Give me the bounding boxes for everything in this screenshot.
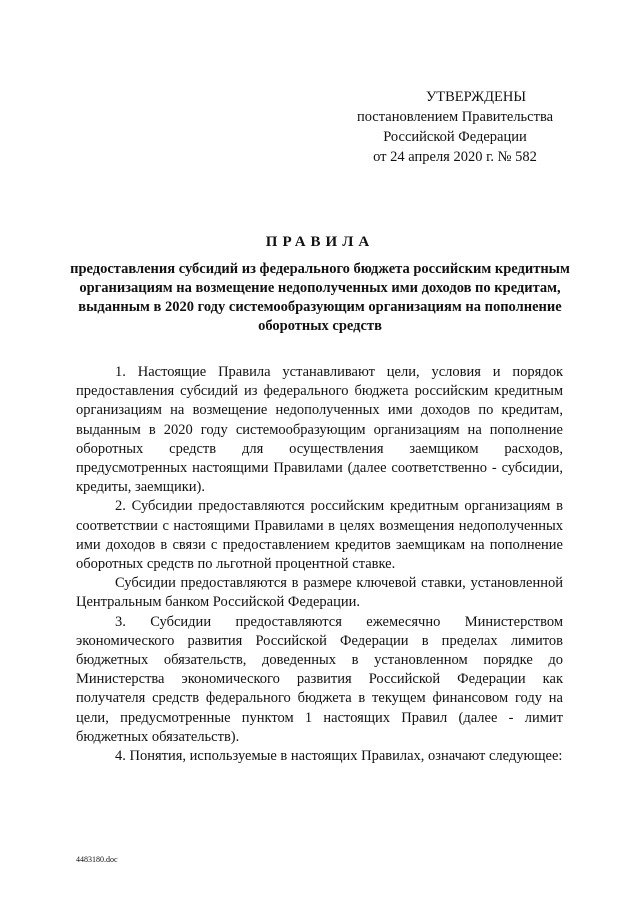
paragraph-3: Субсидии предоставляются в размере ключевой ставки, установленной Центральным банком Российской Федерации. — [76, 575, 563, 611]
approval-line-1: постановлением Правительства — [356, 109, 554, 125]
paragraph-1: 1. Настоящие Правила устанавливают цели, условия и порядок предоставления субсидий из федерального бюджета российским кредитным организациям на возмещение недополученных ими доходов по кредитам, выданным в 2020 году системообразующим организациям на пополнение оборотных средств для осуществления заемщиком расходов, предусмотренных настоящими Правилами (далее соответственно - субсидии, кредиты, заемщики). — [76, 364, 563, 496]
paragraph-4: 3. Субсидии предоставляются ежемесячно Министерством экономического развития Российской Федерации в пределах лимитов бюджетных обязательств, доведенных в установленном порядке до Министерства экономического развития Российской Федерации как получателя средств федерального бюджета в текущем финансовом году на цели, предусмотренные пунктом 1 настоящих Правил (далее - лимит бюджетных обязательств). — [76, 613, 563, 745]
document-title: ПРАВИЛА — [265, 234, 375, 250]
file-reference: 4483180.doc — [76, 855, 118, 864]
approval-line-2: Российской Федерации — [383, 129, 527, 145]
paragraph-2: 2. Субсидии предоставляются российским кредитным организациям в соответствии с настоящими Правилами в целях возмещения недополученных ими доходов в связи с предоставлением кредитов заемщикам на пополнение оборотных средств по льготной процентной ставке. — [76, 498, 563, 573]
paragraph-5: 4. Понятия, используемые в настоящих Правилах, означают следующее: — [115, 748, 563, 765]
approval-heading: УТВЕРЖДЕНЫ — [425, 89, 527, 105]
document-subtitle: предоставления субсидий из федерального бюджета российским кредитным организациям на возмещение недополученных ими доходов по кредитам, выданным в 2020 году системообразующим организациям на пополнение оборотных средств — [70, 261, 570, 334]
approval-block — [330, 87, 580, 167]
document-body — [76, 363, 563, 766]
approval-line-3: от 24 апреля 2020 г. № 582 — [373, 149, 537, 165]
